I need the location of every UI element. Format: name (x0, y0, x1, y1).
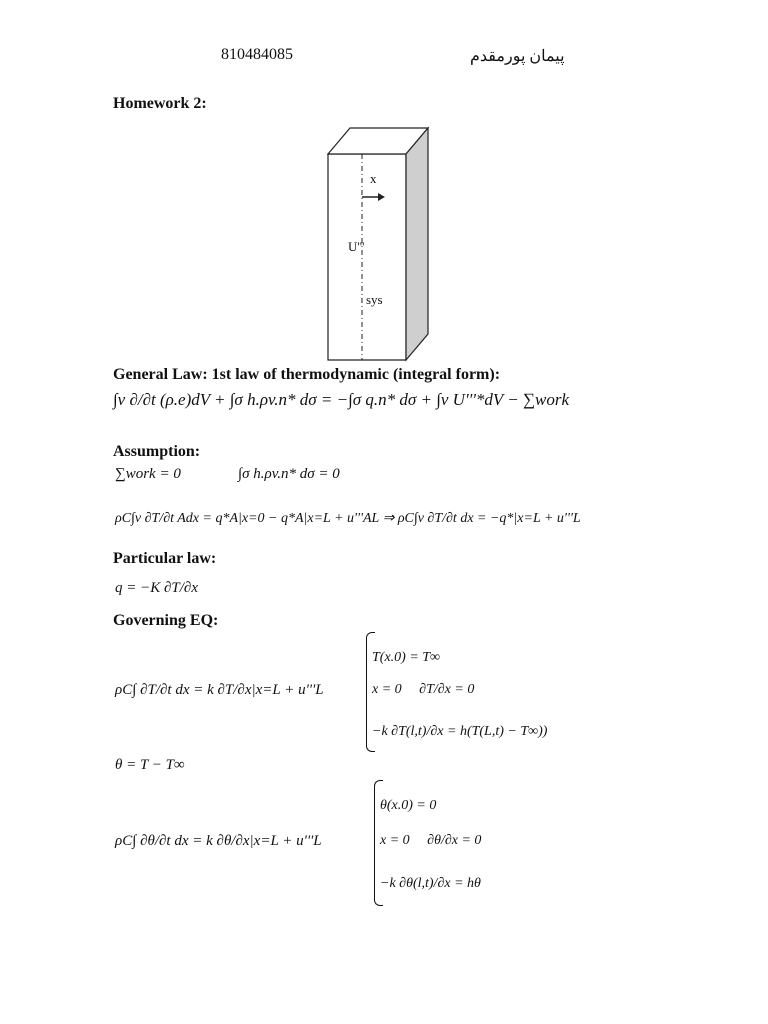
equation-work-zero: ∑work = 0 (115, 466, 181, 482)
equation-governing-T: ρC∫ ∂T/∂t dx = k ∂T/∂x|x=L + u'''L (115, 682, 324, 698)
figure-label-x: x (370, 171, 377, 186)
author-name: پیمان پورمقدم (470, 48, 565, 65)
section-particular-law: Particular law: (113, 550, 217, 567)
bc-theta-x0: x = 0 ∂θ/∂x = 0 (380, 833, 482, 848)
equation-energy-balance: ρC∫v ∂T/∂t Adx = q*A|x=0 − q*A|x=L + u'''AL ⇒ ρC∫v ∂T/∂t dx = −q*|x=L + u'''L (115, 511, 581, 526)
bc-T-xL: −k ∂T(l,t)/∂x = h(T(L,t) − T∞)) (372, 724, 548, 739)
prism-figure (320, 120, 440, 365)
figure-label-sys: sys (366, 292, 383, 307)
prism-side-face (406, 128, 428, 360)
section-general-law: General Law: 1st law of thermodynamic (integral form): (113, 366, 501, 383)
equation-fourier: q = −K ∂T/∂x (115, 580, 198, 596)
equation-governing-theta: ρC∫ ∂θ/∂t dx = k ∂θ/∂x|x=L + u'''L (115, 833, 322, 849)
page-title: Homework 2: (113, 95, 207, 112)
bc-T-x0: x = 0 ∂T/∂x = 0 (372, 682, 475, 697)
bc-theta-xL: −k ∂θ(l,t)/∂x = hθ (380, 876, 481, 891)
prism-front-face (328, 154, 406, 360)
student-id: 810484085 (221, 46, 293, 63)
equation-theta-def: θ = T − T∞ (115, 757, 185, 773)
equation-first-law: ∫v ∂/∂t (ρ.e)dV + ∫σ h.ρv.n* dσ = −∫σ q.n* dσ + ∫v U'''*dV − ∑work (113, 390, 570, 409)
equation-convective-zero: ∫σ h.ρv.n* dσ = 0 (238, 466, 340, 482)
bc-T-initial: T(x.0) = T∞ (372, 650, 441, 665)
figure-label-source: U''' (348, 239, 365, 254)
section-governing-eq: Governing EQ: (113, 612, 219, 629)
bc-theta-initial: θ(x.0) = 0 (380, 798, 437, 813)
section-assumption: Assumption: (113, 443, 201, 460)
